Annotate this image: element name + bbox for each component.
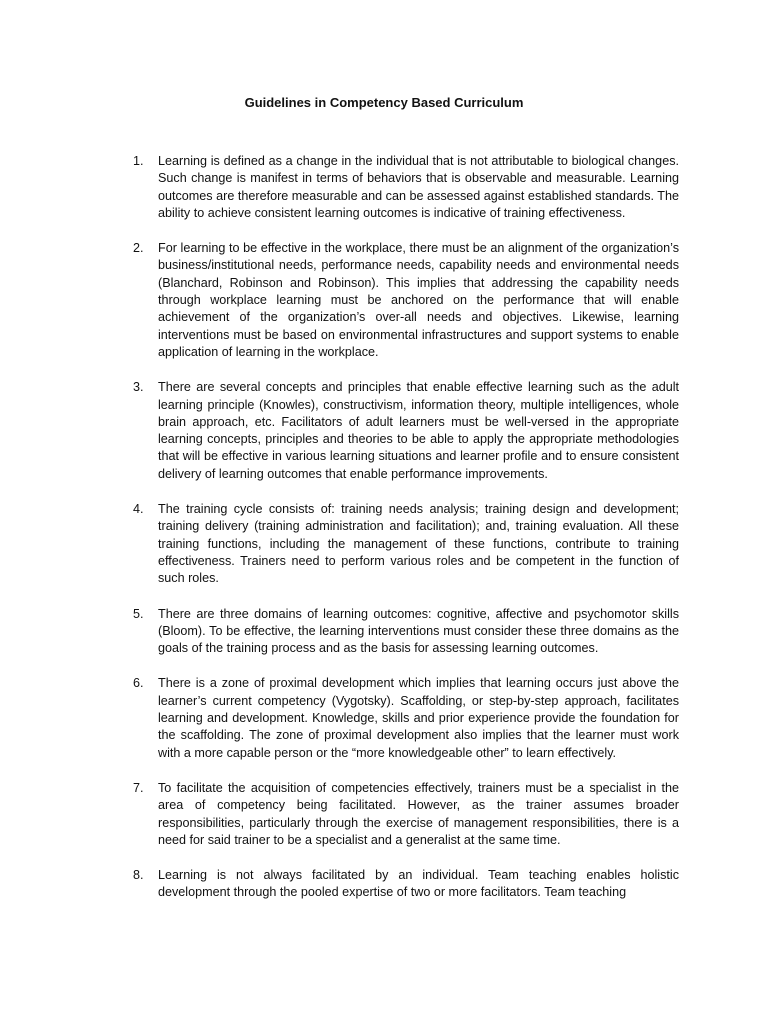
item-number: 4. [133,502,144,517]
item-text: For learning to be effective in the workplace, there must be an alignment of the organization’s business/institutional needs, performance needs, capability needs and environmental needs (Blanchard, Robinson and Robinson). This implies that addressing the capability needs through workplace learning must be anchored on the performance that will enable achievement of the organization’s over-all needs and objectives. Likewise, learning interventions must be based on environmental infrastructures and support systems to enable application of learning in the workplace. [158,241,679,359]
item-text: Learning is not always facilitated by an individual. Team teaching enables holistic development through the pooled expertise of two or more facilitators. Team teaching [158,868,679,900]
item-text: Learning is defined as a change in the individual that is not attributable to biological changes. Such change is manifest in terms of behaviors that is observable and measurable. Learning outcomes are therefore measurable and can be assessed against established standards. The ability to achieve consistent learning outcomes is indicative of training effectiveness. [158,154,679,220]
list-item [133,153,679,222]
item-text: The training cycle consists of: training needs analysis; training design and development; training delivery (training administration and facilitation); and, training evaluation. All these training functions, including the management of these functions, contribute to training effectiveness. Trainers need to perform various roles and be competent in the function of such roles. [158,502,679,586]
guideline-list [133,153,679,920]
list-item [133,675,679,761]
item-number: 1. [133,154,144,168]
item-text: There is a zone of proximal development which implies that learning occurs just above the learner’s current competency (Vygotsky). Scaffolding, or step-by-step approach, facilitates learning and development. Knowledge, skills and prior experience provide the foundation for the scaffolding. The zone of proximal development also implies that the learner must work with a more capable person or the “more knowledgeable other” to learn effectively. [158,676,679,760]
list-item [133,379,679,483]
document-title: Guidelines in Competency Based Curriculum [244,95,524,110]
item-number: 6. [133,676,144,691]
item-text: There are several concepts and principles that enable effective learning such as the adult learning principle (Knowles), constructivism, information theory, multiple intelligences, whole brain approach, etc. Facilitators of adult learners must be well-versed in the appropriate learning concepts, principles and theories to be able to apply the appropriate methodologies that will be effective in various learning situations and learner profile and to ensure consistent delivery of learning outcomes that enable performance improvements. [158,380,679,481]
item-number: 7. [133,780,144,795]
item-number: 5. [133,606,144,621]
item-number: 3. [133,380,144,395]
list-item [133,780,679,849]
item-text: To facilitate the acquisition of competencies effectively, trainers must be a specialist in the area of competency being facilitated. However, as the trainer assumes broader responsibilities, particularly through the exercise of management responsibilities, there is a need for said trainer to be a specialist and a generalist at the same time. [158,780,679,847]
list-item [133,606,679,658]
list-item [133,867,679,902]
item-text: There are three domains of learning outcomes: cognitive, affective and psychomotor skills (Bloom). To be effective, the learning interventions must consider these three domains as the goals of the training process and as the basis for assessing learning outcomes. [158,606,679,656]
list-item [133,501,679,587]
item-number: 8. [133,868,144,883]
list-item [133,240,679,361]
item-number: 2. [133,241,144,256]
